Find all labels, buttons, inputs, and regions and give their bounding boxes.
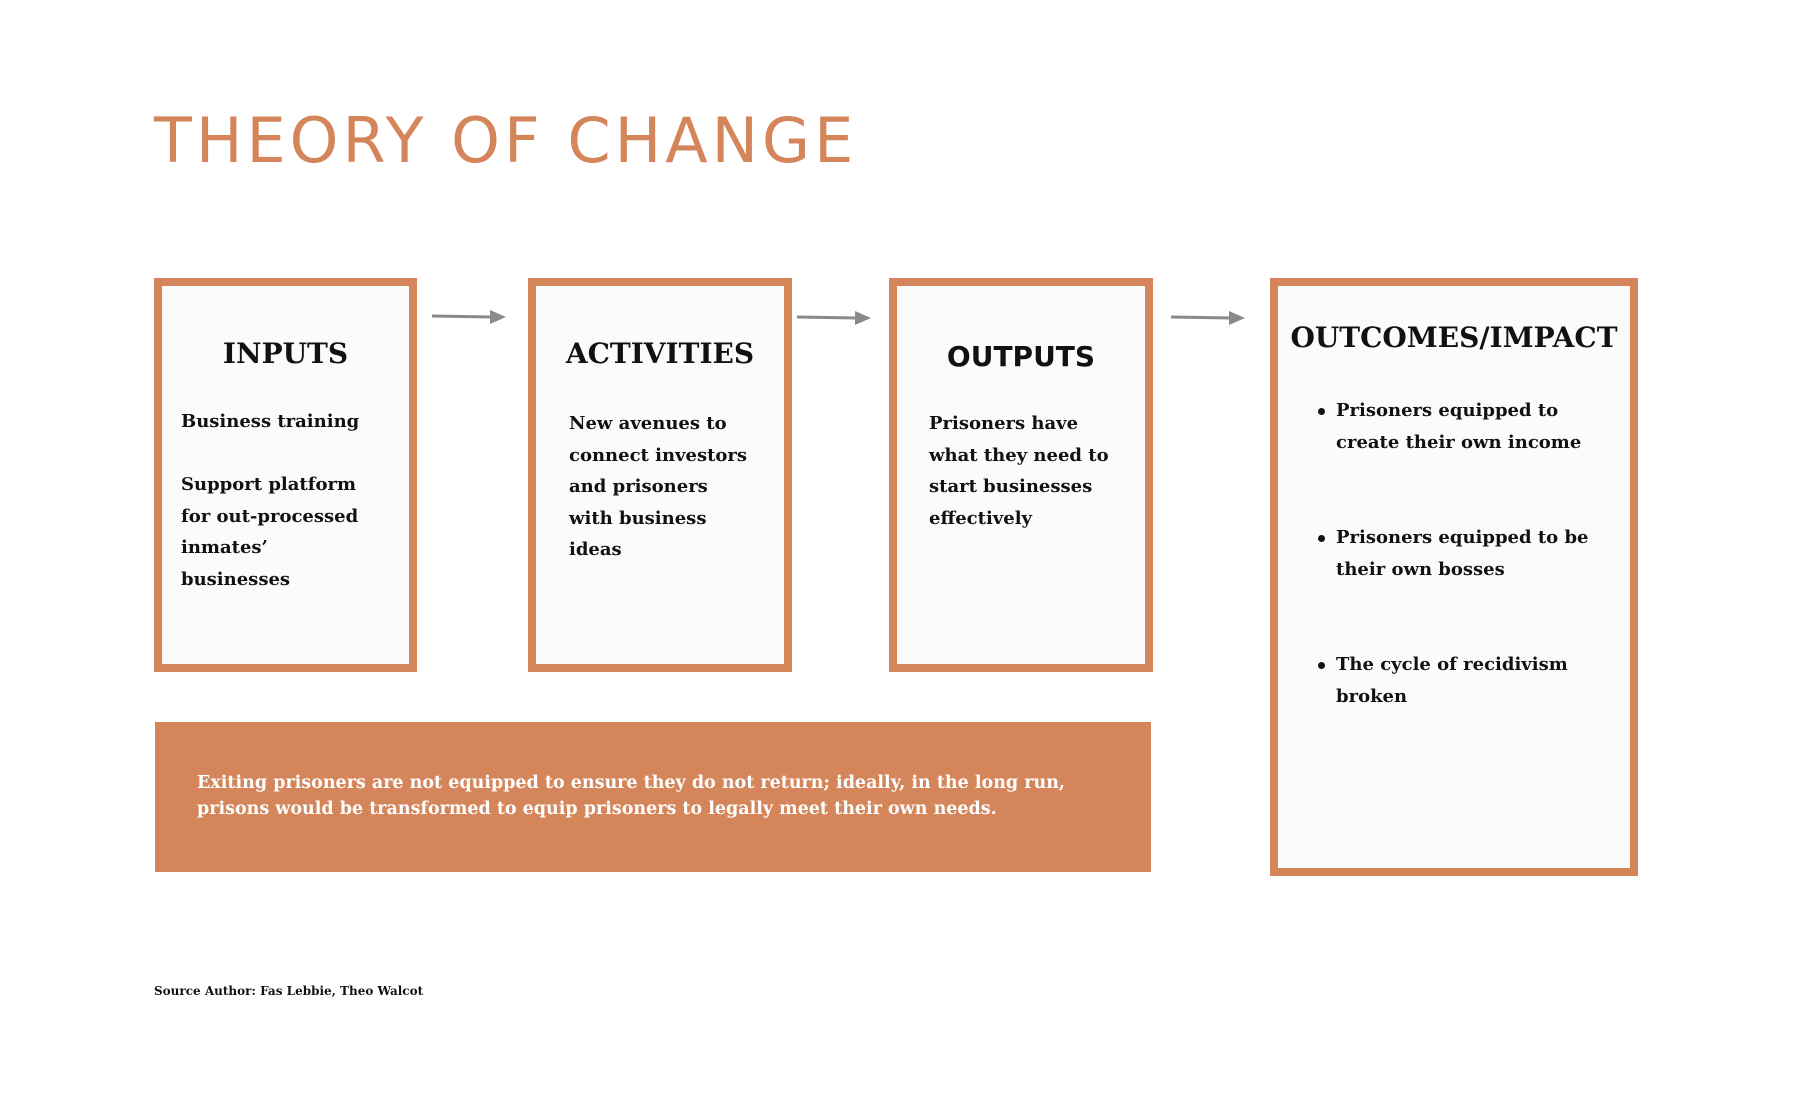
outcomes-list	[1336, 522, 1614, 585]
inputs-item: Support platform for out-processed inmates’ businesses	[181, 474, 359, 590]
activities-text: New avenues to connect investors and prisoners with business ideas	[569, 413, 748, 560]
bullet-icon	[1318, 408, 1325, 415]
activities-box	[528, 278, 792, 672]
inputs-box	[154, 278, 417, 672]
bullet-icon	[1318, 662, 1325, 669]
outcomes-list	[1336, 395, 1614, 458]
inputs-heading: INPUTS	[222, 337, 349, 370]
list-item	[1336, 395, 1614, 458]
outputs-text: Prisoners have what they need to start businesses effectively	[929, 413, 1109, 529]
outcome-text: Prisoners equipped to be their own bosses	[1336, 527, 1589, 580]
arrow-right-icon	[797, 308, 873, 328]
page-title: THEORY OF CHANGE	[154, 104, 858, 177]
outcome-text: Prisoners equipped to create their own income	[1336, 400, 1582, 453]
inputs-item: Business training	[181, 411, 360, 432]
outcome-text: The cycle of recidivism broken	[1336, 654, 1568, 707]
outputs-heading: OUTPUTS	[946, 340, 1096, 373]
outputs-box	[889, 278, 1153, 672]
arrow-right-icon	[1171, 308, 1247, 328]
outcomes-box	[1270, 278, 1638, 876]
arrow-right-icon	[432, 307, 508, 327]
problem-statement-text: Exiting prisoners are not equipped to ensure they do not return; ideally, in the long run, prisons would be transformed to equip prisoners to legally meet their own needs.	[197, 773, 1066, 819]
activities-heading: ACTIVITIES	[565, 337, 755, 370]
source-credit: Source Author: Fas Lebbie, Theo Walcot	[154, 984, 424, 998]
problem-statement-banner	[155, 722, 1151, 872]
outcomes-heading: OUTCOMES/IMPACT	[1290, 321, 1618, 354]
outcomes-list	[1336, 649, 1614, 712]
list-item	[1336, 522, 1614, 585]
inputs-text	[181, 406, 395, 595]
list-item	[1336, 649, 1614, 712]
bullet-icon	[1318, 535, 1325, 542]
